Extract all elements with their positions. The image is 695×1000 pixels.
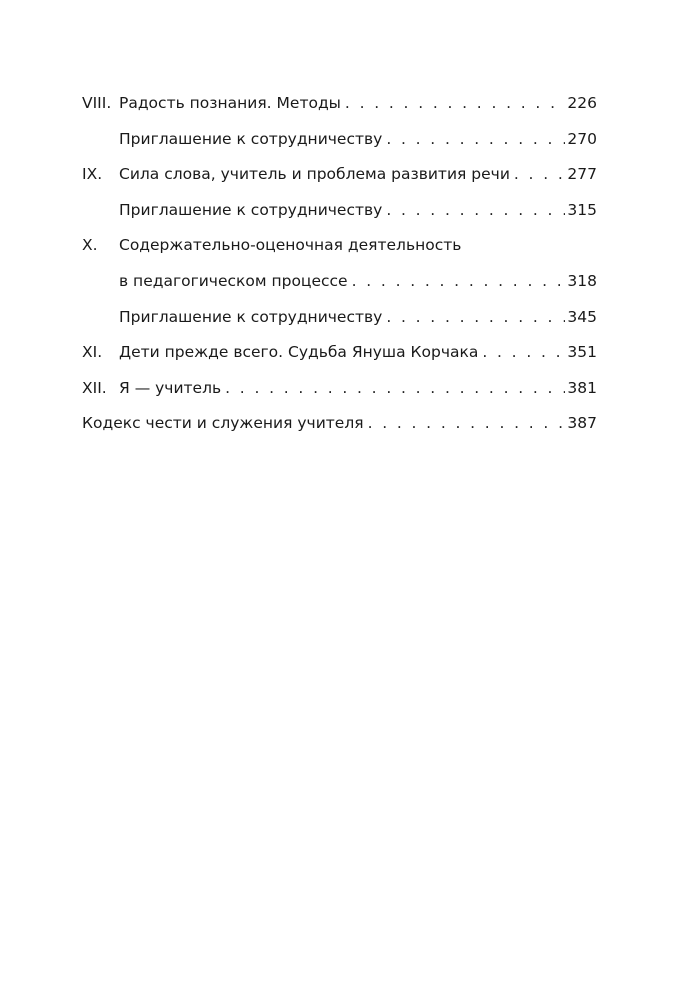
- entry-title: Содержательно-оценочная деятельность: [119, 236, 462, 255]
- toc-entry: [82, 406, 597, 442]
- page-number: 351: [567, 343, 597, 362]
- page-number: 270: [567, 129, 597, 148]
- toc-entry: [82, 86, 597, 122]
- toc-entry: [82, 122, 597, 158]
- entry-title: Радость познания. Методы: [119, 94, 341, 112]
- dot-leader: [482, 335, 565, 371]
- dot-leader: [345, 86, 565, 122]
- dot-leader: [352, 264, 566, 300]
- entry-title: Я — учитель: [119, 378, 222, 397]
- page-number: 277: [567, 165, 597, 184]
- dot-leader: [386, 300, 565, 336]
- dot-leader: [514, 157, 566, 193]
- entry-title: в педагогическом процессе: [119, 271, 348, 290]
- dot-leader: [225, 371, 565, 407]
- page-number: 226: [567, 94, 597, 112]
- toc-entry: [82, 300, 597, 336]
- entry-title: Приглашение к сотрудничеству: [119, 200, 383, 219]
- dot-leader: [386, 122, 565, 158]
- chapter-number: XI.: [82, 343, 103, 362]
- toc-entry: [82, 335, 597, 371]
- entry-title: Приглашение к сотрудничеству: [119, 129, 383, 148]
- entry-title: Кодекс чести и служения учителя: [82, 414, 364, 433]
- chapter-number: XII.: [82, 378, 107, 397]
- chapter-number: VIII.: [82, 94, 112, 112]
- page-number: 387: [567, 414, 597, 433]
- page-number: 315: [567, 200, 597, 219]
- chapter-number: X.: [82, 236, 98, 255]
- dot-leader: [386, 193, 565, 229]
- table-of-contents: [82, 86, 597, 442]
- toc-entry: [82, 193, 597, 229]
- page-number: 345: [567, 307, 597, 326]
- entry-title: Приглашение к сотрудничеству: [119, 307, 383, 326]
- toc-entry: [82, 157, 597, 193]
- page-number: 318: [567, 271, 597, 290]
- toc-entry: [82, 228, 597, 264]
- toc-entry: [82, 371, 597, 407]
- page-number: 381: [567, 378, 597, 397]
- dot-leader: [368, 406, 566, 442]
- toc-entry: [82, 264, 597, 300]
- chapter-number: IX.: [82, 165, 103, 184]
- entry-title: Сила слова, учитель и проблема развития речи: [119, 165, 510, 184]
- entry-title: Дети прежде всего. Судьба Януша Корчака: [119, 343, 479, 362]
